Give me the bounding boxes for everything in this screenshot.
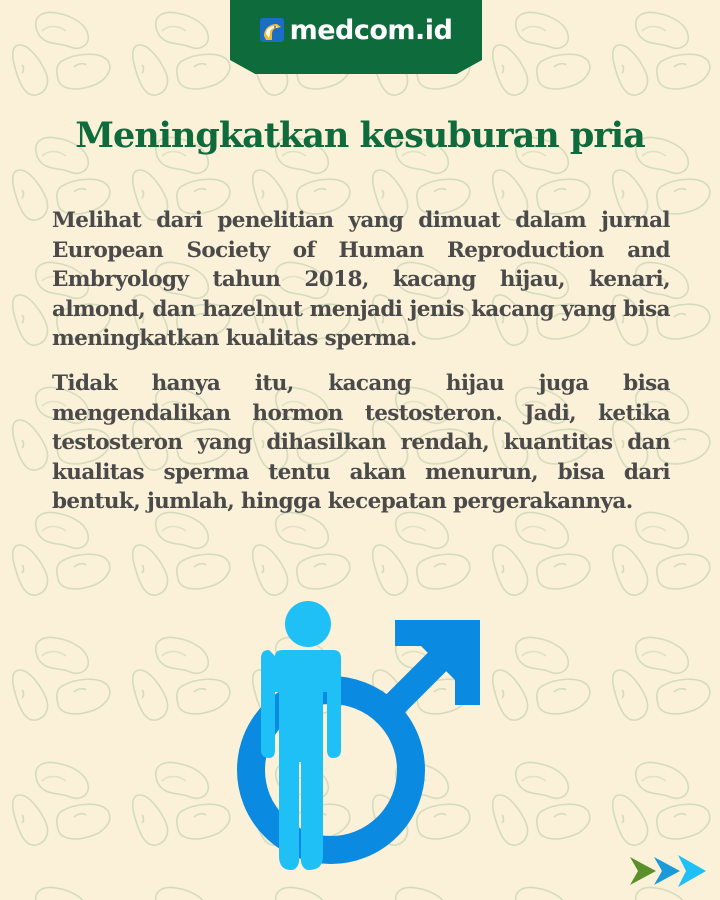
chevron-right-icon xyxy=(678,855,706,887)
page-title: Meningkatkan kesuburan pria xyxy=(75,115,645,156)
brand-header-badge xyxy=(230,0,482,60)
paragraph-2: Tidak hanya itu, kacang hijau juga bisa mengendalikan hormon testosteron. Jadi, ketika testosteron yang dihasilkan rendah, kuantitas dan kualitas sperma tentu akan menurun, bisa dari bentuk, jumlah, hingga kecepatan pergerakannya. xyxy=(52,371,670,514)
brand-name: medcom.id xyxy=(289,14,453,46)
male-symbol-with-person-icon xyxy=(235,590,485,880)
brand-logo[interactable] xyxy=(260,15,453,46)
next-page-arrows[interactable] xyxy=(630,853,710,889)
chevron-right-icon xyxy=(654,857,680,885)
paragraph-1: Melihat dari penelitian yang dimuat dalam jurnal European Society of Human Reproduction and Embryology tahun 2018, kacang hijau, kenari, almond, dan hazelnut menjadi jenis kacang yang bisa meningkatkan kualitas sperma. xyxy=(52,208,670,351)
chevron-right-icon xyxy=(630,857,656,885)
eagle-logo-icon xyxy=(260,18,284,42)
